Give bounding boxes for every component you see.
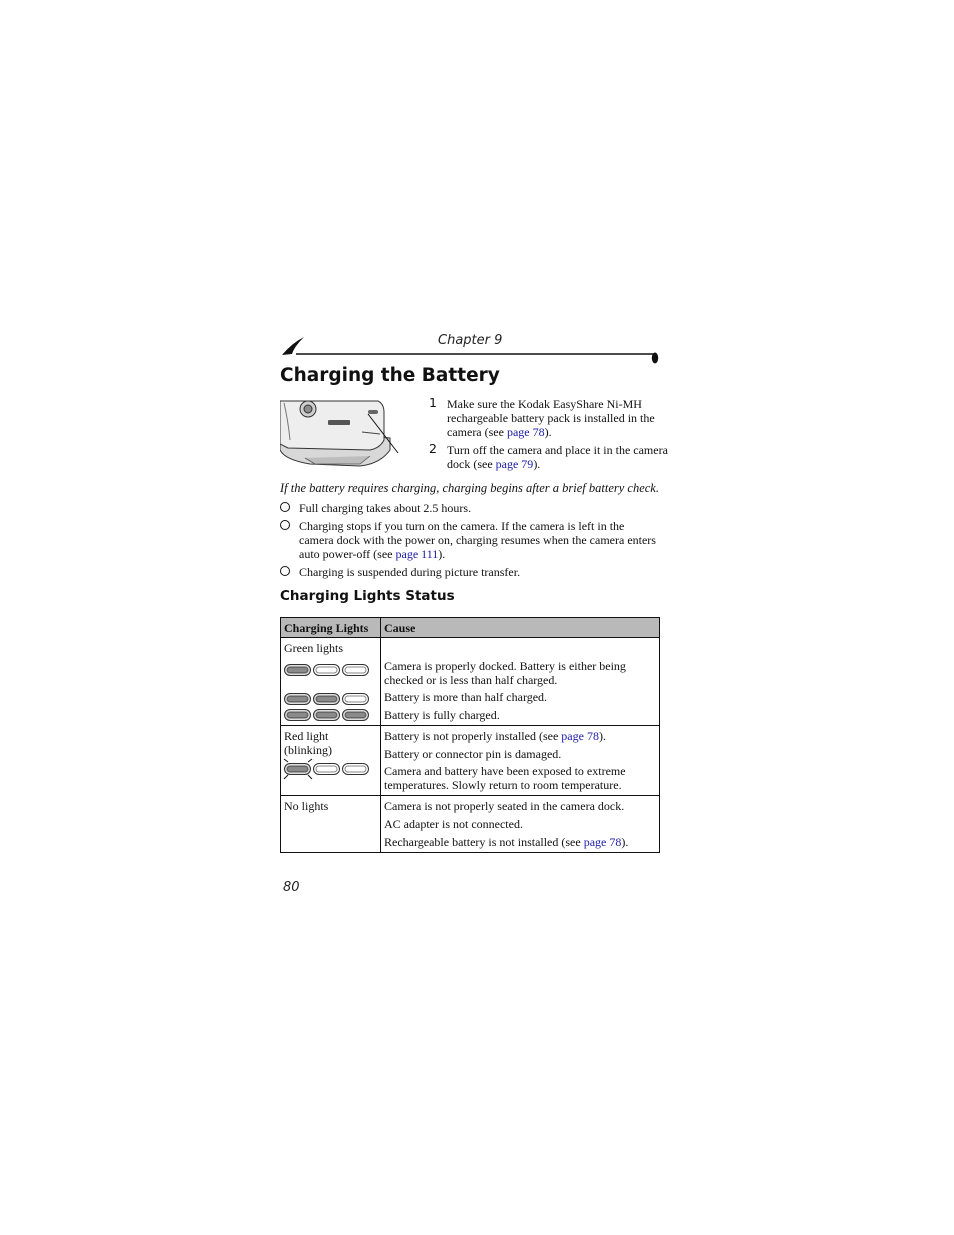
cause-cell [381, 796, 660, 853]
table-row [281, 726, 660, 796]
column-header: Charging Lights [281, 618, 381, 638]
led-indicator-row [284, 693, 377, 705]
bullet-circle-icon [280, 520, 290, 530]
step-text: Turn off the camera and place it in the camera dock (see [447, 443, 668, 471]
section-heading: Charging Lights Status [280, 588, 455, 604]
lights-cell [281, 638, 381, 726]
led-on-icon [284, 693, 311, 705]
cause-text: Battery is not properly installed (see page 78). [384, 729, 606, 743]
led-off-icon [313, 763, 340, 775]
header-rule [282, 335, 662, 365]
page-link[interactable]: page 78 [583, 835, 622, 849]
led-on-icon [284, 664, 311, 676]
light-label: No lights [284, 799, 329, 813]
cause-text: Battery is more than half charged. [384, 690, 548, 704]
bullet-item: Full charging takes about 2.5 hours. [280, 501, 660, 515]
blink-rays-icon [281, 757, 315, 781]
step-number: 2 [429, 441, 437, 456]
led-indicator-row [284, 664, 377, 676]
step-1: 1 Make sure the Kodak EasyShare Ni-MH rechargeable battery pack is installed in the camera (see page 78). [429, 395, 655, 439]
page-link[interactable]: page 79 [495, 457, 534, 471]
led-on-icon [342, 709, 369, 721]
table-row [281, 638, 660, 726]
cause-cell [381, 726, 660, 796]
chapter-label: Chapter 9 [438, 333, 503, 348]
led-on-icon [284, 709, 311, 721]
led-indicator-row [284, 709, 377, 721]
lights-cell [281, 726, 381, 796]
cause-text: Battery is fully charged. [384, 708, 500, 722]
light-label: Red light (blinking) [284, 729, 332, 757]
table-row [281, 796, 660, 853]
page-link[interactable]: page 78 [506, 425, 545, 439]
led-on-icon [313, 709, 340, 721]
led-indicator-row [284, 763, 377, 775]
charging-lights-table [280, 617, 660, 853]
cause-cell [381, 638, 660, 726]
led-off-icon [342, 693, 369, 705]
cause-text: Camera is properly docked. Battery is either being checked or is less than half charged. [384, 659, 626, 687]
step-2: 2 Turn off the camera and place it in the camera dock (see page 79). [429, 441, 668, 471]
intro-note: If the battery requires charging, charging begins after a brief battery check. [280, 481, 659, 495]
led-off-icon [342, 763, 369, 775]
bullet-item: Charging stops if you turn on the camera. If the camera is left in the camera dock with the power on, charging resumes when the camera enters auto power-off (see page 111). [280, 519, 660, 561]
page-link[interactable]: page 111 [395, 547, 439, 561]
lights-cell [281, 796, 381, 853]
led-off-icon [342, 664, 369, 676]
cause-text: AC adapter is not connected. [384, 817, 523, 831]
table-header-row [281, 618, 660, 638]
led-off-icon [313, 664, 340, 676]
cause-text: Battery or connector pin is damaged. [384, 747, 562, 761]
page-title: Charging the Battery [280, 365, 500, 386]
step-number: 1 [429, 395, 437, 410]
column-header: Cause [381, 618, 660, 638]
bullet-item: Charging is suspended during picture transfer. [280, 565, 660, 579]
step-text: Make sure the Kodak EasyShare Ni-MH rechargeable battery pack is installed in the camera (see [447, 397, 655, 439]
cause-text: Camera and battery have been exposed to extreme temperatures. Slowly return to room temperature. [384, 764, 626, 792]
cause-text: Camera is not properly seated in the camera dock. [384, 799, 625, 813]
page-number: 80 [283, 880, 300, 895]
page-link[interactable]: page 78 [561, 729, 599, 743]
bullet-circle-icon [280, 502, 290, 512]
camera-dock-illustration [280, 398, 405, 468]
led-on-icon [313, 693, 340, 705]
cause-text: Rechargeable battery is not installed (see page 78). [384, 835, 629, 849]
bullet-circle-icon [280, 566, 290, 576]
light-label: Green lights [284, 641, 343, 655]
